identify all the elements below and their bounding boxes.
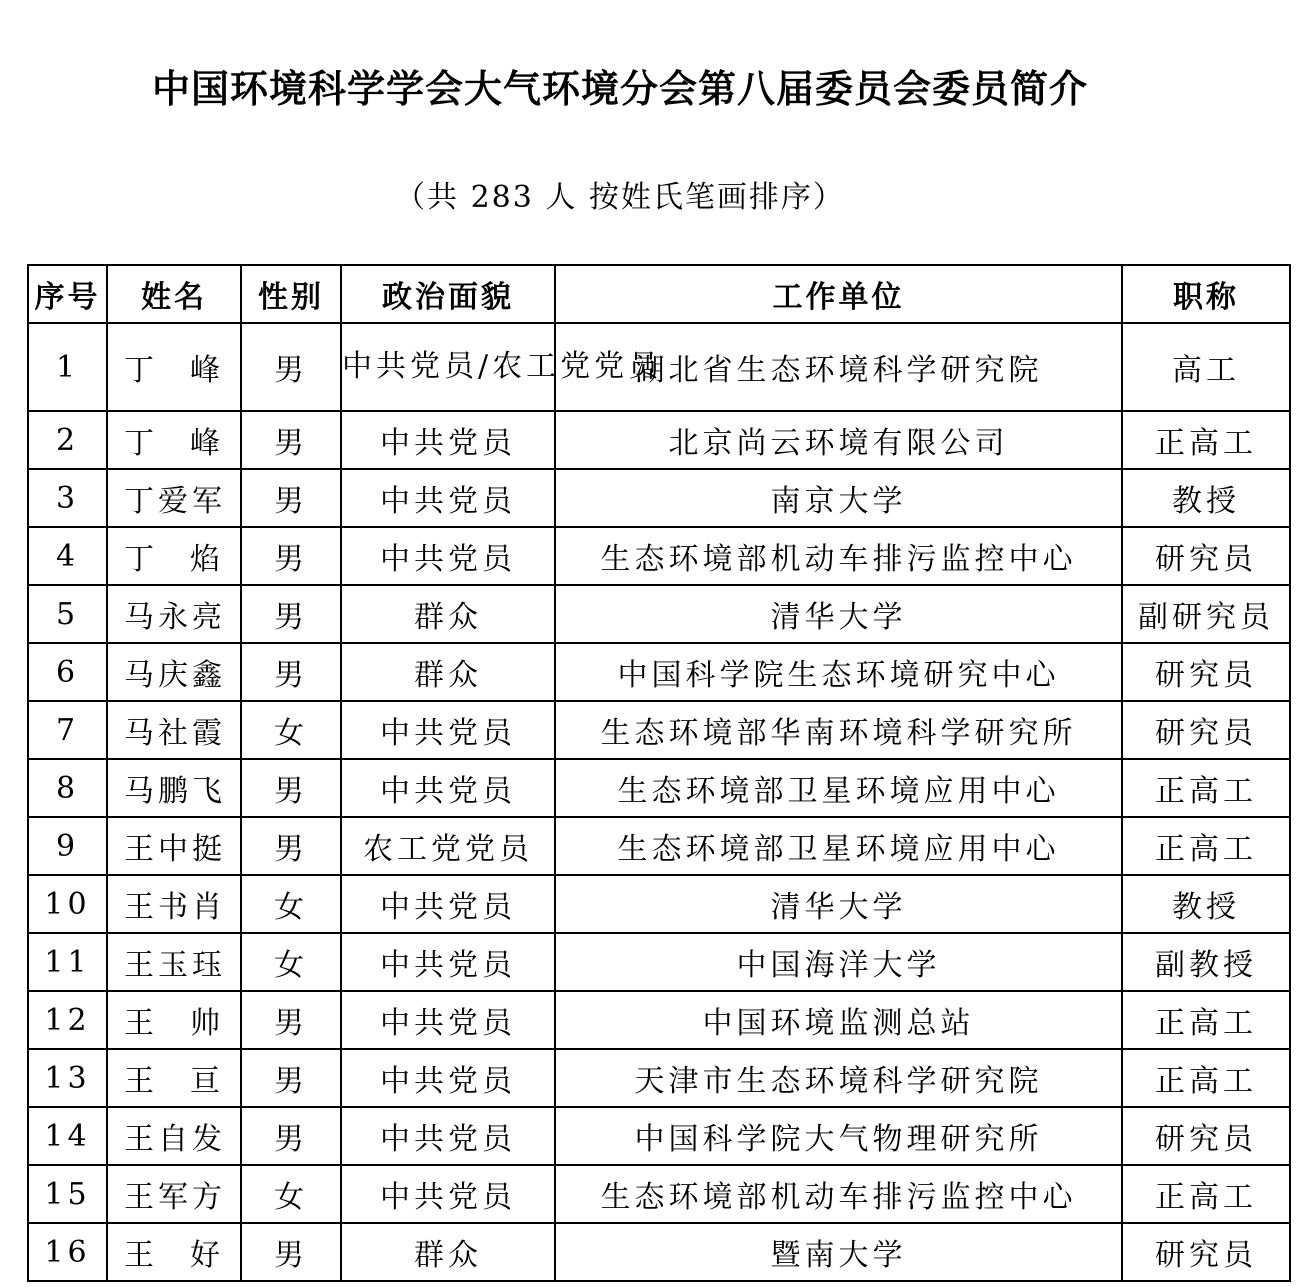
member-name: 马社霞 <box>124 716 226 751</box>
cell-work-unit: 中国海洋大学 <box>555 933 1122 991</box>
table-row <box>28 933 1290 991</box>
table-row <box>28 701 1290 759</box>
cell-political-status: 中共党员 <box>341 411 555 469</box>
cell-gender: 男 <box>241 817 341 875</box>
cell-political-status: 中共党员 <box>341 991 555 1049</box>
header-political-status: 政治面貌 <box>341 265 555 323</box>
cell-gender: 男 <box>241 527 341 585</box>
cell-name <box>107 875 241 933</box>
cell-professional-title: 教授 <box>1122 875 1290 933</box>
cell-political-status: 中共党员 <box>341 759 555 817</box>
cell-professional-title: 研究员 <box>1122 1223 1290 1281</box>
member-name: 马永亮 <box>124 600 226 635</box>
table-body <box>28 323 1290 1281</box>
member-name: 王玉珏 <box>124 948 226 983</box>
cell-work-unit: 生态环境部卫星环境应用中心 <box>555 759 1122 817</box>
table-row <box>28 1223 1290 1281</box>
member-name: 王帅 <box>124 1006 224 1041</box>
document-title: 中国环境科学学会大气环境分会第八届委员会委员简介 <box>151 67 1088 111</box>
cell-political-status: 中共党员 <box>341 469 555 527</box>
table-row <box>28 1107 1290 1165</box>
cell-political-status: 群众 <box>341 585 555 643</box>
cell-political-status: 中共党员 <box>341 1165 555 1223</box>
cell-political-status: 中共党员 <box>341 1049 555 1107</box>
cell-political-status: 中共党员 <box>341 1107 555 1165</box>
header-work-unit: 工作单位 <box>555 265 1122 323</box>
cell-name <box>107 469 241 527</box>
cell-political-status: 中共党员 <box>341 701 555 759</box>
cell-professional-title: 副研究员 <box>1122 585 1290 643</box>
cell-work-unit: 天津市生态环境科学研究院 <box>555 1049 1122 1107</box>
table-row <box>28 323 1290 411</box>
cell-work-unit: 生态环境部卫星环境应用中心 <box>555 817 1122 875</box>
member-name: 王自发 <box>124 1122 226 1157</box>
cell-name <box>107 411 241 469</box>
cell-index: 6 <box>28 643 107 701</box>
table-row <box>28 817 1290 875</box>
member-name: 王书肖 <box>124 890 226 925</box>
cell-political-status: 中共党员/农工党党员 <box>341 323 555 411</box>
document-subtitle: （共 283 人 按姓氏笔画排序） <box>395 180 845 215</box>
member-name: 马鹏飞 <box>124 774 226 809</box>
cell-gender: 男 <box>241 585 341 643</box>
cell-name <box>107 585 241 643</box>
header-gender: 性别 <box>241 265 341 323</box>
cell-index: 11 <box>28 933 107 991</box>
cell-name <box>107 323 241 411</box>
cell-gender: 男 <box>241 1107 341 1165</box>
cell-name <box>107 817 241 875</box>
cell-gender: 女 <box>241 875 341 933</box>
member-name: 王军方 <box>124 1180 226 1215</box>
cell-professional-title: 研究员 <box>1122 527 1290 585</box>
cell-index: 1 <box>28 323 107 411</box>
cell-index: 7 <box>28 701 107 759</box>
table-row <box>28 527 1290 585</box>
cell-gender: 男 <box>241 991 341 1049</box>
cell-professional-title: 研究员 <box>1122 701 1290 759</box>
cell-index: 10 <box>28 875 107 933</box>
cell-professional-title: 正高工 <box>1122 1049 1290 1107</box>
cell-work-unit: 湖北省生态环境科学研究院 <box>555 323 1122 411</box>
cell-political-status: 群众 <box>341 643 555 701</box>
cell-political-status: 中共党员 <box>341 875 555 933</box>
cell-name <box>107 1107 241 1165</box>
member-name: 丁焰 <box>124 542 224 577</box>
cell-name <box>107 991 241 1049</box>
table-header-row <box>28 265 1290 323</box>
header-name: 姓名 <box>107 265 241 323</box>
cell-index: 15 <box>28 1165 107 1223</box>
header-index: 序号 <box>28 265 107 323</box>
cell-work-unit: 清华大学 <box>555 585 1122 643</box>
cell-professional-title: 正高工 <box>1122 991 1290 1049</box>
cell-index: 13 <box>28 1049 107 1107</box>
cell-index: 12 <box>28 991 107 1049</box>
cell-work-unit: 中国环境监测总站 <box>555 991 1122 1049</box>
cell-gender: 男 <box>241 1049 341 1107</box>
cell-gender: 男 <box>241 643 341 701</box>
table-row <box>28 411 1290 469</box>
table-row <box>28 469 1290 527</box>
cell-work-unit: 中国科学院大气物理研究所 <box>555 1107 1122 1165</box>
cell-index: 5 <box>28 585 107 643</box>
cell-work-unit: 生态环境部机动车排污监控中心 <box>555 527 1122 585</box>
cell-professional-title: 研究员 <box>1122 1107 1290 1165</box>
header-professional-title: 职称 <box>1122 265 1290 323</box>
cell-gender: 男 <box>241 1223 341 1281</box>
cell-index: 14 <box>28 1107 107 1165</box>
cell-work-unit: 北京尚云环境有限公司 <box>555 411 1122 469</box>
cell-professional-title: 教授 <box>1122 469 1290 527</box>
cell-professional-title: 副教授 <box>1122 933 1290 991</box>
member-name: 马庆鑫 <box>124 658 226 693</box>
cell-index: 16 <box>28 1223 107 1281</box>
cell-name <box>107 1049 241 1107</box>
cell-gender: 男 <box>241 469 341 527</box>
table-row <box>28 1165 1290 1223</box>
cell-professional-title: 正高工 <box>1122 759 1290 817</box>
cell-professional-title: 研究员 <box>1122 643 1290 701</box>
cell-index: 2 <box>28 411 107 469</box>
cell-work-unit: 暨南大学 <box>555 1223 1122 1281</box>
cell-work-unit: 中国科学院生态环境研究中心 <box>555 643 1122 701</box>
cell-professional-title: 正高工 <box>1122 817 1290 875</box>
cell-gender: 女 <box>241 1165 341 1223</box>
member-name: 丁爱军 <box>124 484 226 519</box>
member-name: 王亘 <box>124 1064 224 1099</box>
cell-index: 4 <box>28 527 107 585</box>
cell-political-status: 中共党员 <box>341 527 555 585</box>
member-name: 丁峰 <box>124 426 224 461</box>
table-row <box>28 1049 1290 1107</box>
cell-index: 8 <box>28 759 107 817</box>
member-name: 丁峰 <box>124 353 224 388</box>
cell-gender: 女 <box>241 701 341 759</box>
cell-name <box>107 933 241 991</box>
cell-gender: 男 <box>241 411 341 469</box>
cell-index: 3 <box>28 469 107 527</box>
cell-political-status: 群众 <box>341 1223 555 1281</box>
member-name: 王好 <box>124 1238 224 1273</box>
cell-professional-title: 高工 <box>1122 323 1290 411</box>
cell-gender: 女 <box>241 933 341 991</box>
cell-name <box>107 1223 241 1281</box>
cell-name <box>107 1165 241 1223</box>
cell-work-unit: 清华大学 <box>555 875 1122 933</box>
table-row <box>28 643 1290 701</box>
cell-name <box>107 643 241 701</box>
member-name: 王中挺 <box>124 832 226 867</box>
table-row <box>28 585 1290 643</box>
cell-index: 9 <box>28 817 107 875</box>
cell-work-unit: 南京大学 <box>555 469 1122 527</box>
cell-gender: 男 <box>241 323 341 411</box>
cell-name <box>107 759 241 817</box>
cell-work-unit: 生态环境部机动车排污监控中心 <box>555 1165 1122 1223</box>
table-row <box>28 875 1290 933</box>
cell-professional-title: 正高工 <box>1122 411 1290 469</box>
cell-political-status: 农工党党员 <box>341 817 555 875</box>
cell-political-status: 中共党员 <box>341 933 555 991</box>
committee-member-table <box>27 264 1291 1282</box>
cell-name <box>107 527 241 585</box>
cell-gender: 男 <box>241 759 341 817</box>
cell-work-unit: 生态环境部华南环境科学研究所 <box>555 701 1122 759</box>
table-row <box>28 759 1290 817</box>
cell-professional-title: 正高工 <box>1122 1165 1290 1223</box>
cell-name <box>107 701 241 759</box>
table-row <box>28 991 1290 1049</box>
